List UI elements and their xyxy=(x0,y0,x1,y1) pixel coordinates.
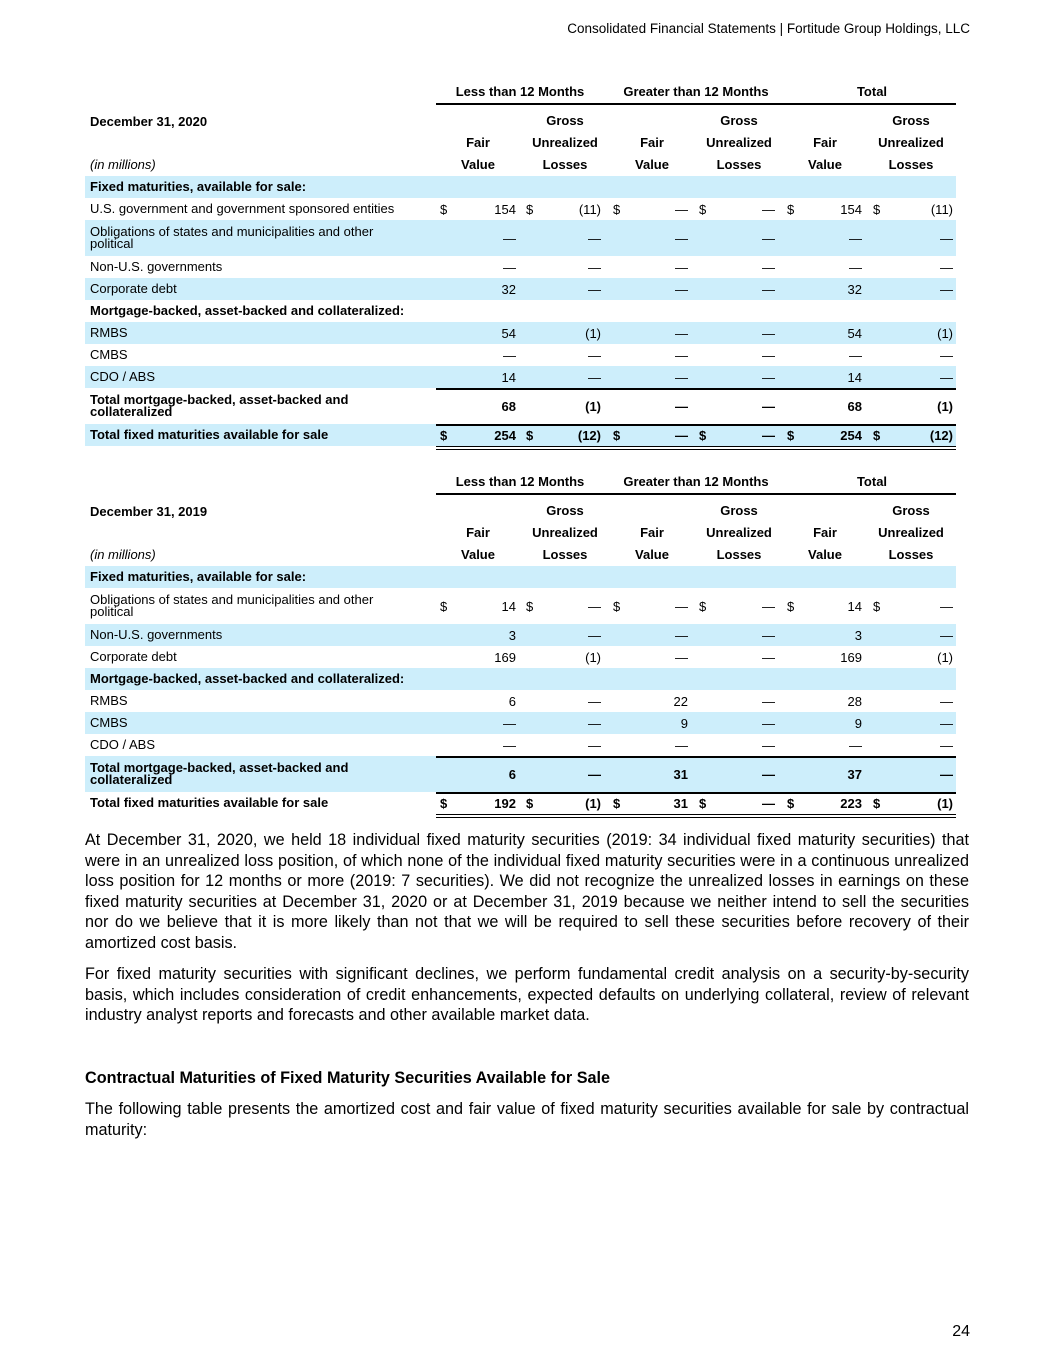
gross-unrealized-losses-header: Gross xyxy=(720,113,758,128)
dollar-sign: $ xyxy=(787,427,795,443)
value-cell: — xyxy=(675,427,688,443)
fair-value-header: Fair xyxy=(466,135,490,150)
table-row xyxy=(85,220,956,256)
table-date-label: December 31, 2020 xyxy=(90,114,208,129)
column-group-rule xyxy=(436,103,956,105)
value-cell: — xyxy=(940,627,953,643)
dollar-sign: $ xyxy=(613,201,621,217)
value-cell: — xyxy=(588,693,601,709)
value-cell: — xyxy=(762,230,775,246)
value-cell: — xyxy=(675,627,688,643)
value-cell: — xyxy=(588,598,601,614)
value-cell: 31 xyxy=(673,795,688,811)
value-cell: — xyxy=(940,369,953,385)
gross-unrealized-losses-header: Gross xyxy=(720,503,758,518)
table-row xyxy=(85,256,956,278)
fair-value-header: Value xyxy=(808,157,842,172)
table-body xyxy=(85,566,956,814)
table-row xyxy=(85,198,956,220)
value-cell: — xyxy=(588,627,601,643)
value-cell: — xyxy=(588,369,601,385)
value-cell: — xyxy=(940,347,953,363)
value-cell: — xyxy=(762,693,775,709)
value-cell: — xyxy=(762,259,775,275)
value-cell: — xyxy=(940,715,953,731)
value-cell: — xyxy=(762,715,775,731)
value-cell: — xyxy=(762,281,775,297)
fair-value-header: Fair xyxy=(813,135,837,150)
table-row xyxy=(85,366,956,388)
dollar-sign: $ xyxy=(873,427,881,443)
dollar-sign: $ xyxy=(440,427,448,443)
row-label: Fixed maturities, available for sale: xyxy=(90,569,307,584)
value-cell: — xyxy=(588,347,601,363)
value-cell: — xyxy=(675,598,688,614)
table-date-label: December 31, 2019 xyxy=(90,504,208,519)
row-label: Obligations of states and municipalities and other political xyxy=(90,592,374,619)
value-cell: (1) xyxy=(937,325,953,341)
dollar-sign: $ xyxy=(699,795,707,811)
value-cell: — xyxy=(762,347,775,363)
value-cell: — xyxy=(588,230,601,246)
gross-unrealized-losses-header: Unrealized xyxy=(706,525,772,540)
column-group-header: Total xyxy=(856,84,888,99)
fair-value-header: Fair xyxy=(466,525,490,540)
fair-value-header: Value xyxy=(461,547,495,562)
dollar-sign: $ xyxy=(873,201,881,217)
dollar-sign: $ xyxy=(787,598,795,614)
fair-value-header: Fair xyxy=(640,525,664,540)
value-cell: 14 xyxy=(501,598,516,614)
value-cell: — xyxy=(762,737,775,753)
value-cell: — xyxy=(675,325,688,341)
value-cell: — xyxy=(675,737,688,753)
dollar-sign: $ xyxy=(873,795,881,811)
dollar-sign: $ xyxy=(526,795,534,811)
value-cell: 32 xyxy=(847,281,862,297)
gross-unrealized-losses-header: Unrealized xyxy=(532,525,598,540)
value-cell: — xyxy=(675,347,688,363)
value-cell: 9 xyxy=(854,715,862,731)
table-row xyxy=(85,734,956,756)
gross-unrealized-losses-header: Gross xyxy=(892,503,930,518)
value-cell: (12) xyxy=(929,427,953,443)
paragraph-contractual-maturity-intro: The following table presents the amortized cost and fair value of fixed maturity securities available for sale by contractual maturity: xyxy=(85,1100,969,1139)
value-cell: 9 xyxy=(680,715,688,731)
column-group-header: Less than 12 Months xyxy=(455,474,585,489)
subtotal-row xyxy=(85,756,956,792)
column-group-header: Less than 12 Months xyxy=(455,84,585,99)
value-cell: — xyxy=(762,427,775,443)
table-row xyxy=(85,344,956,366)
value-cell: 223 xyxy=(840,795,862,811)
value-cell: 6 xyxy=(508,766,516,782)
row-label: U.S. government and government sponsored entities xyxy=(90,201,395,216)
value-cell: — xyxy=(849,347,862,363)
value-cell: 154 xyxy=(494,201,516,217)
row-label: RMBS xyxy=(90,325,128,340)
units-label: (in millions) xyxy=(90,547,156,562)
row-label: Mortgage-backed, asset-backed and collateralized: xyxy=(90,303,405,318)
value-cell: — xyxy=(503,347,516,363)
row-label: CMBS xyxy=(90,715,128,730)
value-cell: — xyxy=(940,737,953,753)
value-cell: — xyxy=(503,737,516,753)
value-cell: — xyxy=(503,259,516,275)
value-cell: — xyxy=(762,649,775,665)
value-cell: — xyxy=(675,649,688,665)
value-cell: — xyxy=(940,598,953,614)
value-cell: 14 xyxy=(847,369,862,385)
value-cell: 154 xyxy=(840,201,862,217)
value-cell: — xyxy=(588,737,601,753)
gross-unrealized-losses-header: Losses xyxy=(888,547,934,562)
dollar-sign: $ xyxy=(526,598,534,614)
section-header-row xyxy=(85,300,956,322)
value-cell: (1) xyxy=(585,398,601,414)
row-label: Obligations of states and municipalities and other political xyxy=(90,224,374,251)
row-label: Corporate debt xyxy=(90,281,177,296)
value-cell: — xyxy=(762,598,775,614)
value-cell: — xyxy=(762,201,775,217)
value-cell: 14 xyxy=(847,598,862,614)
value-cell: (1) xyxy=(937,398,953,414)
dollar-sign: $ xyxy=(699,201,707,217)
value-cell: 68 xyxy=(847,398,862,414)
fair-value-header: Value xyxy=(808,547,842,562)
value-cell: 192 xyxy=(494,795,516,811)
units-label: (in millions) xyxy=(90,157,156,172)
value-cell: — xyxy=(762,627,775,643)
gross-unrealized-losses-header: Unrealized xyxy=(706,135,772,150)
gross-unrealized-losses-header: Losses xyxy=(716,157,762,172)
value-cell: — xyxy=(675,398,688,414)
total-row xyxy=(85,424,956,446)
gross-unrealized-losses-header: Losses xyxy=(542,157,588,172)
value-cell: 68 xyxy=(501,398,516,414)
dollar-sign: $ xyxy=(787,795,795,811)
row-label: Corporate debt xyxy=(90,649,177,664)
section-header-row xyxy=(85,176,956,198)
value-cell: — xyxy=(762,398,775,414)
row-label: Mortgage-backed, asset-backed and collateralized: xyxy=(90,671,405,686)
value-cell: — xyxy=(588,259,601,275)
value-cell: 254 xyxy=(840,427,862,443)
dollar-sign: $ xyxy=(526,427,534,443)
row-label: Non-U.S. governments xyxy=(90,259,223,274)
gross-unrealized-losses-header: Gross xyxy=(546,113,584,128)
value-cell: 254 xyxy=(494,427,516,443)
dollar-sign: $ xyxy=(440,201,448,217)
value-cell: — xyxy=(588,715,601,731)
value-cell: 3 xyxy=(854,627,862,643)
table-row xyxy=(85,278,956,300)
gross-unrealized-losses-header: Losses xyxy=(888,157,934,172)
row-label: Total fixed maturities available for sale xyxy=(90,427,329,442)
paragraph-credit-analysis: For fixed maturity securities with significant declines, we perform fundamental credit analysis on a security-by-security basis, which includes consideration of credit enhancements, expected defaults on underlying collateral, review of relevant industry analyst reports and forecasts and other available market data. xyxy=(85,965,969,1025)
value-cell: — xyxy=(588,281,601,297)
value-cell: 169 xyxy=(840,649,862,665)
value-cell: 6 xyxy=(508,693,516,709)
dollar-sign: $ xyxy=(873,598,881,614)
value-cell: (1) xyxy=(585,649,601,665)
row-label: Total mortgage-backed, asset-backed and collateralized xyxy=(90,760,349,787)
paragraph-unrealized-loss-position: At December 31, 2020, we held 18 individual fixed maturity securities (2019: 34 individual fixed maturity securities) that were in an unrealized loss position, of which none of the individual fixed maturity securities were in a continuous unrealized loss position for 12 months or more (2019: 7 securities). We did not recognize the unrealized losses in earnings on these fixed maturity securities at December 31, 2020 or at December 31, 2019 because we neither intend to sell the securities nor do we believe that it is more likely than not that we will be required to sell these securities before recovery of their amortized cost basis. xyxy=(85,831,969,952)
value-cell: — xyxy=(940,693,953,709)
table-row xyxy=(85,624,956,646)
value-cell: — xyxy=(503,715,516,731)
column-group-header: Greater than 12 Months xyxy=(623,474,769,489)
value-cell: — xyxy=(940,230,953,246)
value-cell: 169 xyxy=(494,649,516,665)
value-cell: — xyxy=(675,369,688,385)
column-group-rule xyxy=(436,493,956,495)
value-cell: 31 xyxy=(673,766,688,782)
column-group-header: Total xyxy=(856,474,888,489)
dollar-sign: $ xyxy=(699,598,707,614)
row-label: CMBS xyxy=(90,347,128,362)
value-cell: — xyxy=(849,259,862,275)
value-cell: 14 xyxy=(501,369,516,385)
row-label: CDO / ABS xyxy=(90,737,156,752)
fair-value-header: Value xyxy=(461,157,495,172)
value-cell: (1) xyxy=(937,795,953,811)
value-cell: 37 xyxy=(847,766,862,782)
page-number: 24 xyxy=(952,1323,970,1340)
dollar-sign: $ xyxy=(787,201,795,217)
value-cell: — xyxy=(762,766,775,782)
value-cell: — xyxy=(762,369,775,385)
row-label: RMBS xyxy=(90,693,128,708)
row-label: Non-U.S. governments xyxy=(90,627,223,642)
value-cell: (1) xyxy=(585,795,601,811)
value-cell: — xyxy=(675,259,688,275)
dollar-sign: $ xyxy=(440,598,448,614)
table-body xyxy=(85,176,956,446)
gross-unrealized-losses-header: Losses xyxy=(542,547,588,562)
row-label: Total mortgage-backed, asset-backed and collateralized xyxy=(90,392,349,419)
row-label: Total fixed maturities available for sale xyxy=(90,795,329,810)
fair-value-header: Value xyxy=(635,547,669,562)
column-group-header: Greater than 12 Months xyxy=(623,84,769,99)
table-row xyxy=(85,690,956,712)
value-cell: 32 xyxy=(501,281,516,297)
value-cell: — xyxy=(849,737,862,753)
value-cell: (11) xyxy=(578,201,601,217)
value-cell: — xyxy=(675,201,688,217)
subtotal-row xyxy=(85,388,956,424)
dollar-sign: $ xyxy=(699,427,707,443)
value-cell: — xyxy=(940,766,953,782)
dollar-sign: $ xyxy=(613,795,621,811)
value-cell: — xyxy=(675,281,688,297)
value-cell: — xyxy=(675,230,688,246)
table-row xyxy=(85,712,956,734)
value-cell: 22 xyxy=(673,693,688,709)
fair-value-header: Value xyxy=(635,157,669,172)
value-cell: — xyxy=(940,281,953,297)
value-cell: — xyxy=(503,230,516,246)
table-row xyxy=(85,646,956,668)
value-cell: 3 xyxy=(508,627,516,643)
section-header-row xyxy=(85,566,956,588)
value-cell: 54 xyxy=(847,325,862,341)
section-header-row xyxy=(85,668,956,690)
value-cell: (1) xyxy=(585,325,601,341)
value-cell: (12) xyxy=(577,427,601,443)
value-cell: (1) xyxy=(937,649,953,665)
gross-unrealized-losses-header: Losses xyxy=(716,547,762,562)
dollar-sign: $ xyxy=(613,427,621,443)
dollar-sign: $ xyxy=(613,598,621,614)
table-row xyxy=(85,322,956,344)
value-cell: — xyxy=(849,230,862,246)
fair-value-header: Fair xyxy=(640,135,664,150)
section-title-contractual-maturities: Contractual Maturities of Fixed Maturity Securities Available for Sale xyxy=(85,1069,611,1087)
page-header: Consolidated Financial Statements | Fortitude Group Holdings, LLC xyxy=(567,21,970,36)
dollar-sign: $ xyxy=(526,201,534,217)
table-row xyxy=(85,588,956,624)
gross-unrealized-losses-header: Gross xyxy=(892,113,930,128)
dollar-sign: $ xyxy=(440,795,448,811)
value-cell: (11) xyxy=(930,201,953,217)
value-cell: — xyxy=(588,766,601,782)
value-cell: 28 xyxy=(847,693,862,709)
value-cell: — xyxy=(940,259,953,275)
gross-unrealized-losses-header: Unrealized xyxy=(878,525,944,540)
total-row xyxy=(85,792,956,814)
gross-unrealized-losses-header: Gross xyxy=(546,503,584,518)
row-label: CDO / ABS xyxy=(90,369,156,384)
fair-value-header: Fair xyxy=(813,525,837,540)
value-cell: — xyxy=(762,795,775,811)
value-cell: 54 xyxy=(501,325,516,341)
row-label: Fixed maturities, available for sale: xyxy=(90,179,307,194)
gross-unrealized-losses-header: Unrealized xyxy=(532,135,598,150)
value-cell: — xyxy=(762,325,775,341)
gross-unrealized-losses-header: Unrealized xyxy=(878,135,944,150)
